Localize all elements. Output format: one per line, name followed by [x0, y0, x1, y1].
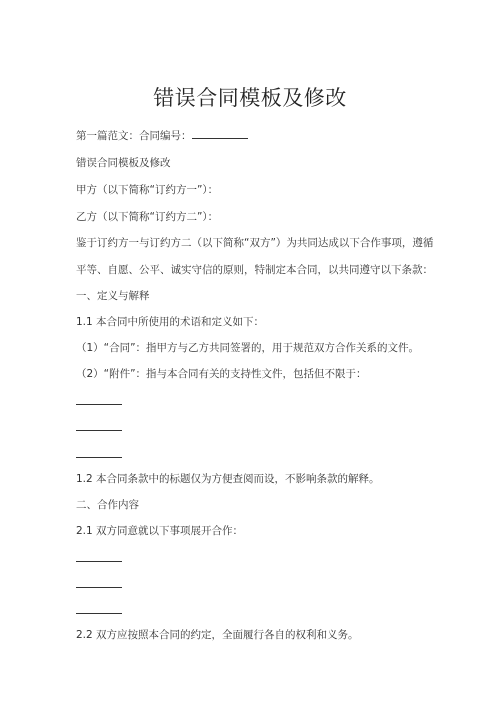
party-b-line: 乙方（以下简称“订约方二”）：	[76, 211, 219, 223]
contract-number-label: 第一篇范文：合同编号：	[76, 130, 192, 142]
definition-line: （1）“合同”：指甲方与乙方共同签署的，用于规范双方合作关系的文件。	[76, 342, 420, 354]
clause-line: 2.1 双方同意就以下事项展开合作：	[76, 525, 244, 537]
blank-fill-line	[76, 430, 122, 431]
paragraph-line: 平等、自愿、公平、诚实守信的原则，特制定本合同，以共同遵守以下条款：	[76, 264, 433, 276]
clause-line: 1.1 本合同中所使用的术语和定义如下：	[76, 316, 265, 328]
paragraph-line: 鉴于订约方一与订约方二（以下简称“双方”）为共同达成以下合作事项，遵循	[76, 237, 434, 249]
section-heading: 一、定义与解释	[76, 290, 150, 302]
clause-line: 2.2 双方应按照本合同的约定，全面履行各自的权利和义务。	[76, 629, 359, 641]
paragraph-line: 错误合同模板及修改	[76, 157, 171, 169]
definition-line: （2）“附件”：指与本合同有关的支持性文件，包括但不限于：	[76, 368, 367, 380]
section-heading: 二、合作内容	[76, 499, 139, 511]
contract-number-blank	[192, 129, 248, 139]
blank-fill-line	[76, 587, 122, 588]
clause-line: 1.2 本合同条款中的标题仅为方便查阅而设，不影响条款的解释。	[76, 473, 380, 485]
blank-fill-line	[76, 457, 122, 458]
blank-fill-line	[76, 561, 122, 562]
document-title: 错误合同模板及修改	[153, 86, 347, 110]
party-a-line: 甲方（以下简称“订约方一”）：	[76, 184, 219, 196]
contract-number-line	[76, 129, 476, 143]
blank-fill-line	[76, 613, 122, 614]
blank-fill-line	[76, 404, 122, 405]
